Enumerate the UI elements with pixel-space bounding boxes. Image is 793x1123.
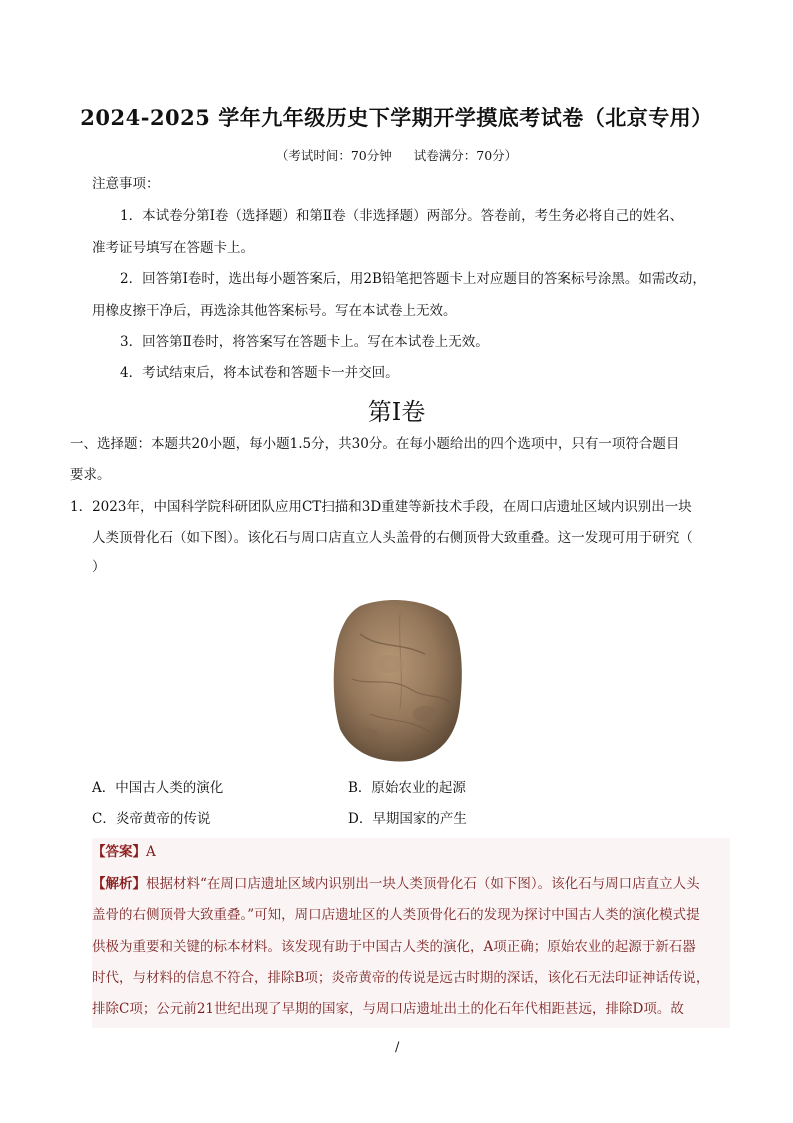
analysis-text-1: 根据材料“在周口店遗址区域内识别出一块人类顶骨化石（如下图）。该化石与周口店直立人头 (146, 876, 700, 892)
full-score: 试卷满分：70分） (413, 148, 518, 163)
section-intro-line-2: 要求。 (70, 467, 111, 483)
answer-line (92, 843, 156, 861)
exam-title: 2024-2025 学年九年级历史下学期开学摸底考试卷（北京专用） (80, 105, 713, 130)
notice-item-1-line-1: 1．本试卷分第Ⅰ卷（选择题）和第Ⅱ卷（非选择题）两部分。答卷前，考生务必将自己的姓名、 (120, 208, 684, 224)
option-b: B．原始农业的起源 (348, 780, 466, 796)
option-a: A．中国古人类的演化 (92, 780, 224, 796)
skull-fossil-image (330, 594, 465, 764)
question-1-stem-line-3: ） (92, 559, 106, 575)
option-d: D．早期国家的产生 (348, 811, 467, 827)
notice-item-2-line-1: 2．回答第Ⅰ卷时，选出每小题答案后，用2B铅笔把答题卡上对应题目的答案标号涂黑。如需改动， (120, 271, 706, 287)
section-intro-line-1: 一、选择题：本题共20小题，每小题1.5分，共30分。在每小题给出的四个选项中，只有一项符合题目 (70, 436, 680, 452)
exam-time: （考试时间：70分钟 (275, 148, 392, 163)
answer-value: A (146, 844, 156, 860)
answer-tag: 【答案】 (92, 844, 146, 860)
analysis-tag: 【解析】 (92, 876, 146, 892)
section-title: 第Ⅰ卷 (367, 398, 426, 426)
notice-item-2-line-2: 用橡皮擦干净后，再选涂其他答案标号。写在本试卷上无效。 (92, 303, 457, 319)
analysis-line-3: 供极为重要和关键的标本材料。该发现有助于中国古人类的演化，A项正确；原始农业的起源于新石器 (92, 939, 696, 955)
analysis-line-2: 盖骨的右侧顶骨大致重叠。”可知，周口店遗址区的人类顶骨化石的发现为探讨中国古人类的演化模式提 (92, 907, 700, 923)
analysis-line-1 (92, 875, 700, 893)
notice-item-3: 3．回答第Ⅱ卷时，将答案写在答题卡上。写在本试卷上无效。 (120, 334, 489, 350)
notice-item-4: 4．考试结束后，将本试卷和答题卡一并交回。 (120, 365, 399, 381)
analysis-line-5: 排除C项；公元前21世纪出现了早期的国家，与周口店遗址出土的化石年代相距甚远，排除D项。故 (92, 1001, 684, 1017)
exam-meta (0, 146, 793, 164)
question-1-stem-line-2: 人类顶骨化石（如下图）。该化石与周口店直立人头盖骨的右侧顶骨大致重叠。这一发现可用于研究（ (92, 530, 693, 546)
notice-item-1-line-2: 准考证号填写在答题卡上。 (92, 240, 254, 256)
option-c: C．炎帝黄帝的传说 (92, 811, 211, 827)
analysis-line-4: 时代，与材料的信息不符合，排除B项；炎帝黄帝的传说是远古时期的深话，该化石无法印证神话传说， (92, 970, 710, 986)
question-1-stem-line-1: 1．2023年，中国科学院科研团队应用CT扫描和3D重建等新技术手段，在周口店遗址区域内识别出一块 (70, 499, 692, 515)
notice-heading: 注意事项： (92, 176, 160, 192)
page-footer-mark: / (395, 1040, 400, 1055)
